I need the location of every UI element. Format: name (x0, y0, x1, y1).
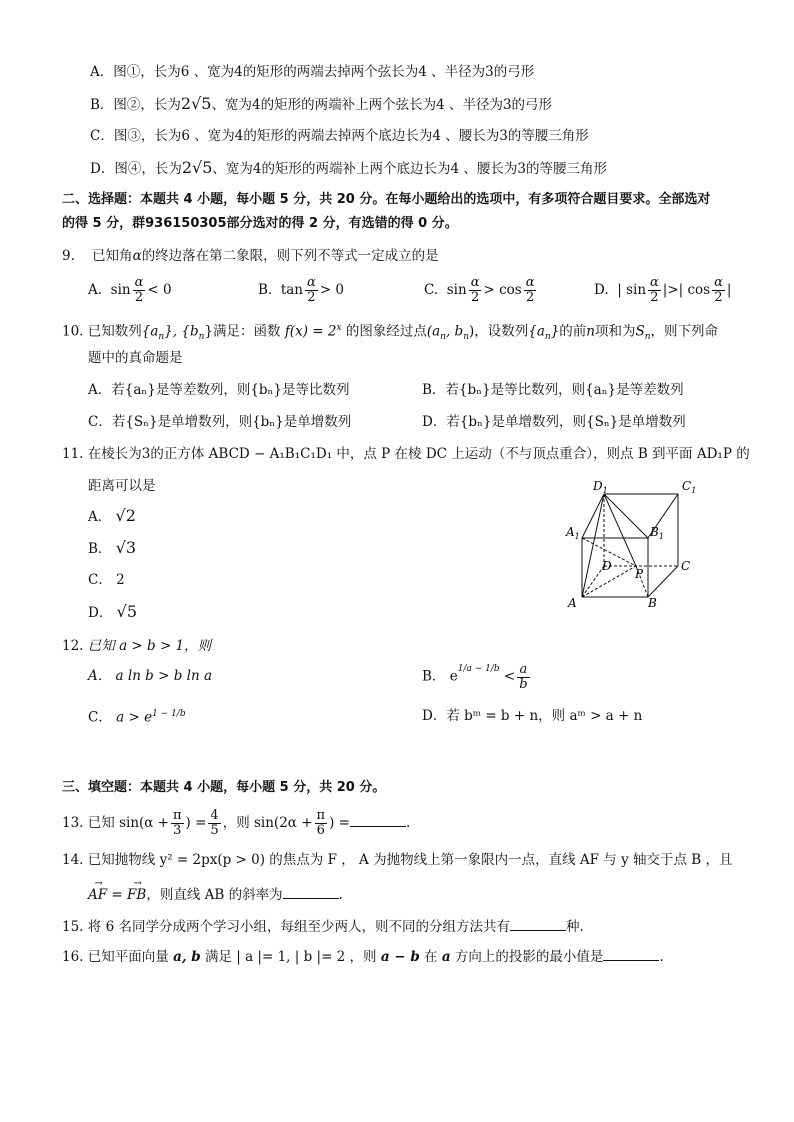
section2-header-line1: 二、选择题：本题共 4 小题，每小题 5 分，共 20 分。在每小题给出的选项中，有多项符合题目要求。全部选对 (62, 192, 711, 207)
q11-cube-figure (560, 480, 710, 615)
label-a: A (568, 596, 577, 610)
section2-header-line2: 的得 5 分，群936150305部分选对的得 2 分，有选错的得 0 分。 (62, 216, 458, 231)
prev-option-d: D．图④，长为2√5、宽为4的矩形的两端补上两个底边长为4 、腰长为3的等腰三角形 (90, 158, 607, 177)
label-b: B (648, 596, 657, 610)
line-ad1 (582, 494, 604, 597)
prev-option-c: C．图③，长为6 、宽为4的矩形的两端去掉两个底边长为4 、腰长为3的等腰三角形 (90, 128, 589, 144)
label-c1: $C_1$ (682, 480, 697, 495)
q9-option-a: A. sin $\frac{\alpha}{2}$ < 0 (88, 275, 172, 305)
q13-stem: 13. 已知 sin(α + $\frac{\pi}{3}$ ) = $\frac{4}{5}$ ，则 sin(2α + $\frac{\pi}{6}$ ) = . (62, 808, 411, 838)
q10-stem-line1: 10. 已知数列$\{a_n\}$, $\{b_n\}$满足：函数 $f(x) = 2^x$ 的图象经过点($a_n$, $b_n$)，设数列$\{a_n\}$的前n项和为$S_n$，则下列命 (62, 323, 719, 343)
q9-option-c: C. sin $\frac{\alpha}{2}$ > cos $\frac{\alpha}{2}$ (424, 275, 535, 305)
q10-option-b: B．若{bₙ}是等比数列，则{aₙ}是等差数列 (422, 382, 684, 398)
q10-option-c: C．若{Sₙ}是单增数列，则{bₙ}是单增数列 (88, 414, 352, 430)
q12-option-b: B． $e^{1/a - 1/b}$ < $\frac{a}{b}$ (422, 661, 528, 692)
prev-option-b: B．图②，长为2√5、宽为4的矩形的两端补上两个弦长为4 、半径为3的弓形 (90, 94, 553, 113)
q12-option-c: C． $a > e^{1 - 1/b}$ (88, 709, 186, 726)
q11-option-a: A． √2 (88, 506, 136, 525)
label-b1: $B_1$ (650, 525, 664, 541)
label-d1: $D_1$ (593, 480, 608, 495)
q11-stem-line2: 距离可以是 (88, 478, 156, 494)
q12-stem: 12. 已知 a > b > 1，则 (62, 638, 212, 654)
label-a1: $A_1$ (566, 525, 580, 541)
q9-option-b: B. tan $\frac{\alpha}{2}$ > 0 (258, 275, 344, 305)
q15-answer-blank[interactable] (510, 916, 566, 931)
section3-header: 三、填空题：本题共 4 小题，每小题 5 分，共 20 分。 (62, 780, 386, 795)
q16-stem: 16. 已知平面向量 a, b 满足 | a |= 1, | b |= 2 ，则 a − b 在 a 方向上的投影的最小值是 . (62, 946, 664, 967)
q10-option-d: D．若{bₙ}是单增数列，则{Sₙ}是单增数列 (422, 414, 686, 430)
q13-answer-blank[interactable] (350, 812, 406, 827)
q9-stem: 9. 已知角α的终边落在第二象限，则下列不等式一定成立的是 (62, 248, 439, 264)
line-d1b1 (604, 494, 648, 538)
edge-a1d1 (582, 494, 604, 538)
q11-option-b: B． √3 (88, 538, 137, 557)
prev-option-a: A．图①，长为6 、宽为4的矩形的两端去掉两个弦长为4 、半径为3的弓形 (90, 64, 535, 80)
label-d: D (602, 559, 612, 573)
q12-option-a: A． a ln b > b ln a (88, 668, 213, 684)
q12-option-d: D．若 bᵐ = b + n，则 aᵐ > a + n (422, 708, 643, 724)
q14-answer-blank[interactable] (283, 884, 339, 899)
q10-option-a: A．若{aₙ}是等差数列，则{bₙ}是等比数列 (88, 382, 350, 398)
q11-stem-line1: 11. 在棱长为3的正方体 ABCD − A₁B₁C₁D₁ 中，点 P 在棱 DC 上运动（不与顶点重合），则点 B 到平面 AD₁P 的 (62, 446, 750, 462)
q9-option-d: D. | sin $\frac{\alpha}{2}$ |>| cos $\frac{\alpha}{2}$ | (594, 275, 732, 305)
edge-bc (648, 566, 678, 597)
q15-stem: 15. 将 6 名同学分成两个学习小组，每组至少两人，则不同的分组方法共有 种. (62, 916, 584, 937)
line-d1p (604, 494, 636, 566)
q11-option-c: C． 2 (88, 572, 125, 588)
q14-stem-line2: → AF = → FB，则直线 AB 的斜率为 . (88, 884, 343, 905)
label-c: C (681, 559, 691, 573)
q11-option-d: D． √5 (88, 602, 137, 621)
label-p: P (635, 567, 644, 581)
q14-stem-line1: 14. 已知抛物线 y² = 2px(p > 0) 的焦点为 F ， A 为抛物线上第一象限内一点，直线 AF 与 y 轴交于点 B ，且 (62, 852, 733, 868)
q16-answer-blank[interactable] (603, 946, 659, 961)
q10-stem-line2: 题中的真命题是 (88, 350, 183, 366)
